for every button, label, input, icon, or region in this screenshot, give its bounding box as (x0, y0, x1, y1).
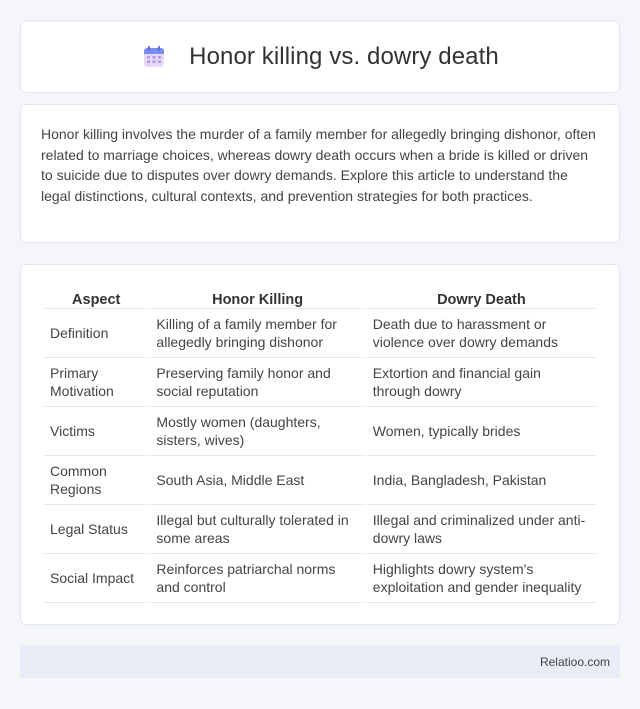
dowry-death-cell: Highlights dowry system's exploitation and gender inequality (367, 554, 596, 603)
dowry-death-cell: Women, typically brides (367, 407, 596, 456)
honor-killing-cell: Mostly women (daughters, sisters, wives) (150, 407, 364, 456)
aspect-cell: Victims (44, 407, 148, 456)
table-header-row (44, 285, 596, 309)
header-honor-killing: Honor Killing (150, 285, 364, 309)
honor-killing-cell: Killing of a family member for allegedly bringing dishonor (150, 309, 364, 358)
honor-killing-cell: Preserving family honor and social reputation (150, 358, 364, 407)
dowry-death-cell: Death due to harassment or violence over dowry demands (367, 309, 596, 358)
aspect-cell: Primary Motivation (44, 358, 148, 407)
footer-bar (20, 645, 620, 678)
honor-killing-cell: South Asia, Middle East (150, 456, 364, 505)
aspect-cell: Definition (44, 309, 148, 358)
comparison-card (20, 264, 620, 625)
table-row (44, 505, 596, 554)
calendar-icon (141, 44, 167, 70)
page-title: Honor killing vs. dowry death (189, 42, 499, 70)
table-row (44, 309, 596, 358)
honor-killing-cell: Illegal but culturally tolerated in some areas (150, 505, 364, 554)
aspect-cell: Legal Status (44, 505, 148, 554)
honor-killing-cell: Reinforces patriarchal norms and control (150, 554, 364, 603)
intro-paragraph: Honor killing involves the murder of a family member for allegedly bringing dishonor, often related to marriage choices, whereas dowry death occurs when a bride is killed or driven to suicide due to disputes over dowry demands. Explore this article to understand the legal distinctions, cultural contexts, and prevention strategies for both practices. (41, 126, 596, 204)
comparison-table (42, 285, 598, 603)
intro-card (20, 104, 620, 243)
table-row (44, 407, 596, 456)
aspect-cell: Social Impact (44, 554, 148, 603)
header-aspect: Aspect (44, 285, 148, 309)
table-row (44, 358, 596, 407)
title-card (20, 20, 620, 93)
aspect-cell: Common Regions (44, 456, 148, 505)
dowry-death-cell: Extortion and financial gain through dowry (367, 358, 596, 407)
table-row (44, 554, 596, 603)
header-dowry-death: Dowry Death (367, 285, 596, 309)
dowry-death-cell: Illegal and criminalized under anti-dowry laws (367, 505, 596, 554)
footer-brand[interactable]: Relatioo.com (539, 654, 610, 669)
dowry-death-cell: India, Bangladesh, Pakistan (367, 456, 596, 505)
table-row (44, 456, 596, 505)
